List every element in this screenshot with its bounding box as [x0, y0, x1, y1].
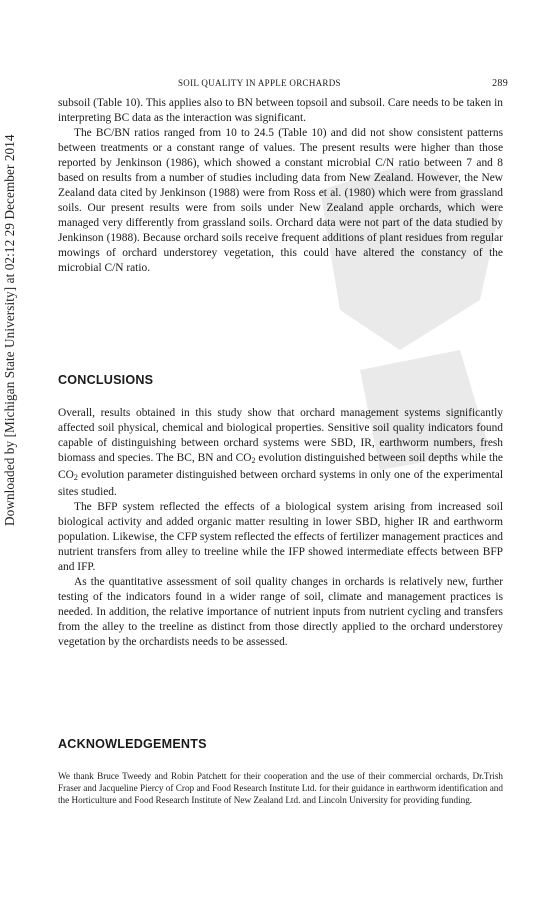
- subscript-2: 2: [251, 456, 256, 465]
- paragraph-bc-bn-ratios: The BC/BN ratios ranged from 10 to 24.5 (Table 10) and did not show consistent patterns between treatments or a constant range of values. The present results were higher than those reported by Jenkinson (1986), which showed a constant microbial C/N ratio between 7 and 8 based on results from a number of studies including data from New Zealand. However, the New Zealand data cited by Jenkinson (1988) were from Ross et al. (1980) which were from grassland soils. Our present results were from soils under New Zealand apple orchards, which were managed very differently from grassland soils. Orchard data were not part of the data studied by Jenkinson (1988). Because orchard soils receive frequent additions of plant residues from regular mowings of orchard understorey vegetation, this could have altered the constancy of the microbial C/N ratio.: [58, 127, 503, 274]
- conclusions-paragraph-2: The BFP system reflected the effects of a biological system arising from increased soil biological activity and added organic matter resulting in lower SBD, higher IR and earthworm population. Likewise, the CFP system reflected the effects of fertilizer management practices and nutrient transfers from alley to treeline while the IFP showed intermediate effects between BFP and IFP.: [58, 501, 503, 573]
- paragraph-continuation: subsoil (Table 10). This applies also to BN between topsoil and subsoil. Care needs to be taken in interpreting BC data as the interaction was significant.: [58, 97, 503, 124]
- conclusions-body: [58, 406, 503, 650]
- conclusions-heading: CONCLUSIONS: [58, 373, 154, 387]
- running-header: [58, 78, 508, 92]
- running-title: SOIL QUALITY IN APPLE ORCHARDS: [178, 78, 341, 88]
- conclusions-text-c: evolution parameter distinguished between orchard systems in only one of the experimental sites studied.: [58, 469, 503, 498]
- subscript-2: 2: [73, 473, 78, 482]
- conclusions-text-a: Overall, results obtained in this study show that orchard management systems significantly affected soil physical, chemical and biological properties. Sensitive soil quality indicators found capable of distinguishing between orchard systems were SBD, IR, earthworm numbers, fresh biomass and species. The BC, BN and CO: [58, 407, 503, 464]
- acknowledgements-paragraph: We thank Bruce Tweedy and Robin Patchett for their cooperation and the use of their commercial orchards, Dr.Trish Fraser and Jacqueline Piercy of Crop and Food Research Institute Ltd. for their guidance in earthworm identification and the Horticulture and Food Research Institute of New Zealand Ltd. and Lincoln University for providing funding.: [58, 771, 503, 805]
- page-number: 289: [492, 78, 508, 89]
- download-notice: Downloaded by [Michigan State University] at 02:12 29 December 2014: [2, 134, 17, 526]
- acknowledgements-body: [58, 770, 503, 806]
- conclusions-paragraph-1: [58, 406, 503, 500]
- acknowledgements-heading: ACKNOWLEDGEMENTS: [58, 737, 207, 751]
- conclusions-text-b: evolution distinguished between soil depths while the CO: [58, 452, 503, 481]
- conclusions-paragraph-3: As the quantitative assessment of soil quality changes in orchards is relatively new, further testing of the indicators found in a wider range of soil, climate and management practices is needed. In addition, the relative importance of nutrient inputs from nutrient cycling and transfers from the alley to the treeline as distinct from those directly applied to the orchard understorey vegetation by the orchardists needs to be assessed.: [58, 576, 503, 648]
- body-text-top: [58, 96, 503, 276]
